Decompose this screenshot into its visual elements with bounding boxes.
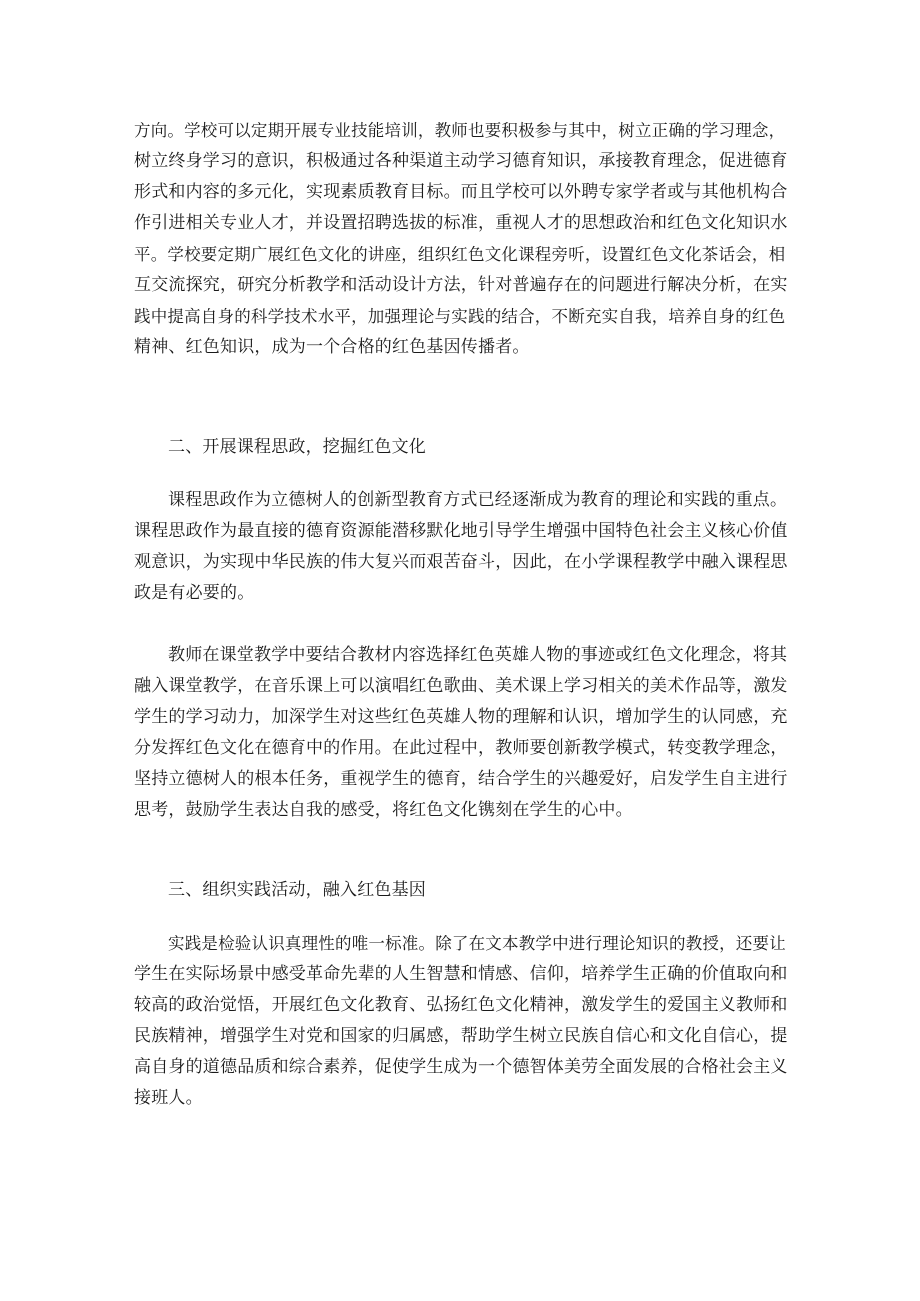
paragraph-line: 民族精神，增强学生对党和国家的归属感，帮助学生树立民族自信心和文化自信心，提	[134, 1026, 788, 1046]
paragraph-line: 学生在实际场景中感受革命先辈的人生智慧和情感、信仰，培养学生正确的价值取向和	[134, 964, 788, 984]
paragraph-line: 高自身的道德品质和综合素养，促使学生成为一个德智体美劳全面发展的合格社会主义	[134, 1057, 788, 1077]
section-heading-3	[168, 875, 788, 906]
paragraph-line: 融入课堂教学，在音乐课上可以演唱红色歌曲、美术课上学习相关的美术作品等，激发	[134, 676, 788, 696]
paragraph-line: 课程思政作为立德树人的创新型教育方式已经逐渐成为教育的理论和实践的重点。	[168, 490, 788, 510]
paragraph-line: 方向。学校可以定期开展专业技能培训，教师也要积极参与其中，树立正确的学习理念，	[134, 121, 786, 140]
paragraph-line: 思考，鼓励学生表达自我的感受，将红色文化镌刻在学生的心中。	[134, 800, 633, 820]
paragraph-line: 形式和内容的多元化，实现素质教育目标。而且学校可以外聘专家学者或与其他机构合	[134, 182, 788, 202]
paragraph-line: 观意识，为实现中华民族的伟大复兴而艰苦奋斗，因此，在小学课程教学中融入课程思	[134, 552, 788, 572]
paragraph-line: 互交流探究，研究分析教学和活动设计方法，针对普遍存在的问题进行解决分析，在实	[134, 275, 788, 295]
paragraph-line: 分发挥红色文化在德育中的作用。在此过程中，教师要创新教学模式，转变教学理念，	[134, 738, 788, 758]
paragraph-line: 平。学校要定期广展红色文化的讲座，组织红色文化课程旁听，设置红色文化茶话会，相	[134, 245, 786, 264]
paragraph-classroom-teaching	[134, 640, 788, 826]
paragraph-line: 课程思政作为最直接的德育资源能潜移默化地引导学生增强中国特色社会主义核心价值	[134, 521, 788, 541]
heading-text: 二、开展课程思政，挖掘红色文化	[168, 437, 426, 457]
paragraph-line: 树立终身学习的意识，积极通过各种渠道主动学习德育知识，承接教育理念，促进德育	[134, 151, 788, 171]
paragraph-line: 教师在课堂教学中要结合教材内容选择红色英雄人物的事迹或红色文化理念，将其	[168, 645, 788, 665]
paragraph-line: 接班人。	[134, 1088, 203, 1108]
paragraph-line: 学生的学习动力，加深学生对这些红色英雄人物的理解和认识，增加学生的认同感，充	[134, 707, 788, 727]
heading-text: 三、组织实践活动，融入红色基因	[168, 880, 426, 900]
section-heading-2	[168, 432, 788, 463]
paragraph-line: 践中提高自身的科学技术水平，加强理论与实践的结合，不断充实自我，培养自身的红色	[134, 307, 786, 326]
paragraph-line: 坚持立德树人的根本任务，重视学生的德育，结合学生的兴趣爱好，启发学生自主进行	[134, 769, 788, 789]
paragraph-line: 实践是检验认识真理性的唯一标准。除了在文本教学中进行理论知识的教授，还要让	[168, 934, 786, 953]
paragraph-line: 政是有必要的。	[134, 583, 255, 603]
paragraph-course-ideology	[134, 485, 788, 609]
paragraph-teacher-training	[134, 115, 788, 363]
paragraph-practice-activities	[134, 928, 788, 1114]
paragraph-line: 作引进相关专业人才，并设置招聘选拔的标准，重视人才的思想政治和红色文化知识水	[134, 213, 788, 233]
paragraph-line: 较高的政治觉悟，开展红色文化教育、弘扬红色文化精神，激发学生的爱国主义教师和	[134, 995, 788, 1015]
paragraph-line: 精神、红色知识，成为一个合格的红色基因传播者。	[134, 337, 530, 357]
